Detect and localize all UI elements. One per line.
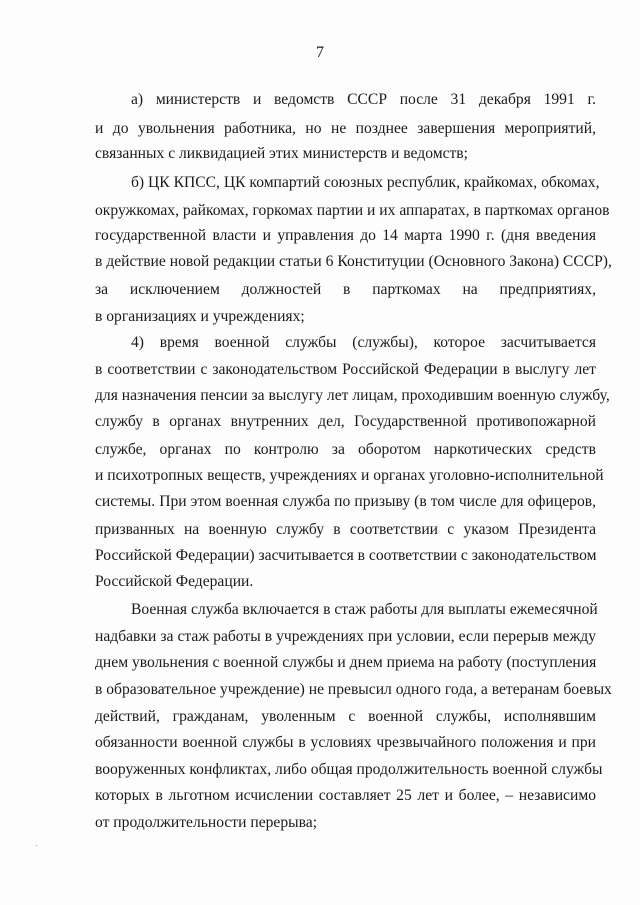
text-line: Российской Федерации) засчитывается в соответствии с законодательством [95,547,597,564]
text-line: службу в органах внутренних дел, Государственной противопожарной [95,413,596,430]
text-line: которых в льготном исчислении составляет 25 лет и более, – независимо [95,787,596,804]
text-line: и до увольнения работника, но не позднее завершения мероприятий, [95,120,596,137]
text-line: связанных с ликвидацией этих министерств и ведомств; [95,145,469,162]
text-line: службе, органах по контролю за оборотом наркотических средств [95,441,596,458]
text-line: системы. При этом военная служба по призыву (в том числе для офицеров, [95,493,596,510]
scan-speck [36,845,37,846]
text-line: окружкомах, райкомах, горкомах партии и их аппаратах, в парткомах органов [95,202,610,219]
text-line: надбавки за стаж работы в учреждениях при условии, если перерыв между [95,628,596,645]
text-line: а) министерств и ведомств СССР после 31 декабря 1991 г. [131,91,596,108]
text-line: в образовательное учреждение) не превысил одного года, а ветеранам боевых [95,681,612,698]
text-line: Российской Федерации. [95,573,254,590]
text-line: днем увольнения с военной службы и днем приема на работу (поступления [95,654,597,671]
page-number: 7 [316,44,324,61]
text-line: 4) время военной службы (службы), которое засчитывается [131,334,596,351]
text-line: обязанности военной службы в условиях чрезвычайного положения и при [95,734,596,751]
text-line: для назначения пенсии за выслугу лет лицам, проходившим военную службу, [95,387,610,404]
text-line: вооруженных конфликтах, либо общая продолжительность военной службы [95,761,603,778]
text-line: за исключением должностей в парткомах на предприятиях, [95,281,596,298]
text-line: в организациях и учреждениях; [95,308,305,325]
text-line: государственной власти и управления до 14 марта 1990 г. (дня введения [95,227,596,244]
text-line: б) ЦК КПСС, ЦК компартий союзных республик, крайкомах, обкомах, [131,174,600,191]
text-line: призванных на военную службу в соответствии с указом Президента [95,521,596,538]
text-line: действий, гражданам, уволенным с военной службы, исполнявшим [95,708,596,725]
text-line: и психотропных веществ, учреждениях и органах уголовно-исполнительной [95,467,604,484]
text-line: Военная служба включается в стаж работы для выплаты ежемесячной [131,601,598,618]
text-line: в действие новой редакции статьи 6 Конституции (Основного Закона) СССР), [95,253,612,270]
text-line: от продолжительности перерыва; [95,814,318,831]
text-line: в соответствии с законодательством Российской Федерации в выслугу лет [95,361,596,378]
